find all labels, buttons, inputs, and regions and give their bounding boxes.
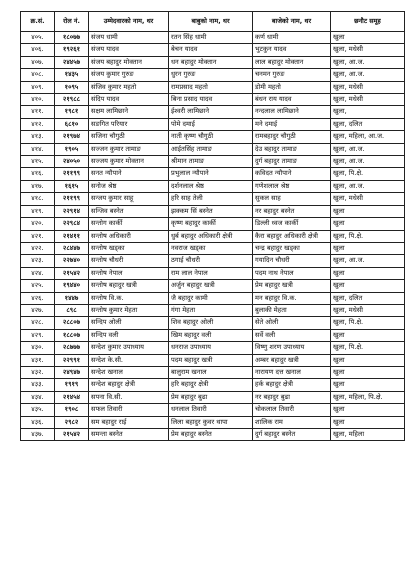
father-name-cell: हरि साह तेली — [169, 193, 253, 205]
table-row — [21, 255, 405, 267]
selection-group-cell: खुला — [331, 280, 405, 292]
roll-no-cell: २१९७४ — [55, 131, 89, 143]
father-name-cell: पोमे दमाई — [169, 118, 253, 130]
table-row — [21, 429, 405, 441]
candidate-table — [20, 11, 405, 441]
table-row — [21, 94, 405, 106]
grandfather-name-cell: भुटकुन यादव — [253, 44, 331, 56]
grandfather-name-cell: रामबहादुर चौगुठी — [253, 131, 331, 143]
serial-no-cell: ४२५. — [21, 280, 55, 292]
father-name-cell: अर्जुन बहादुर खत्री — [169, 280, 253, 292]
father-name-cell: खिम बहादुर वली — [169, 329, 253, 341]
roll-no-cell: २८७७७ — [55, 342, 89, 354]
selection-group-cell: खुला, महिला, पि.क्षे. — [331, 391, 405, 403]
selection-group-cell: खुला, आ.ज. — [331, 143, 405, 155]
candidate-name-cell: सक्षम लामिछाने — [89, 106, 169, 118]
table-row — [21, 292, 405, 304]
roll-no-cell: २२९१४ — [55, 205, 89, 217]
father-name-cell: जै बहादुर कामी — [169, 292, 253, 304]
grandfather-name-cell: अम्बर बहादुर खत्री — [253, 354, 331, 366]
table-row — [21, 317, 405, 329]
selection-group-cell: खुला, आ.ज. — [331, 69, 405, 81]
table-row — [21, 391, 405, 403]
candidate-name-cell: सन्तोष नेपाल — [89, 267, 169, 279]
table-row — [21, 218, 405, 230]
selection-group-cell: खुला, मधेसी — [331, 44, 405, 56]
grandfather-name-cell: सुकल साह — [253, 193, 331, 205]
table-row — [21, 366, 405, 378]
roll-no-cell: २२९९१ — [55, 354, 89, 366]
father-name-cell: हरि बहादुर क्षेत्री — [169, 379, 253, 391]
father-name-cell: प्रेम बहादुर बुढा — [169, 391, 253, 403]
serial-no-cell: ४०६. — [21, 44, 55, 56]
grandfather-name-cell: प्रेम बहादुर खत्री — [253, 280, 331, 292]
selection-group-cell: खुला, महिला — [331, 429, 405, 441]
grandfather-name-cell: दुर्ग बहादुर बस्नेत — [253, 429, 331, 441]
grandfather-name-cell: कविदत न्यौपाने — [253, 168, 331, 180]
roll-no-cell: २१५४२ — [55, 429, 89, 441]
header-grandfather-name: बाजेको नाम, थर — [253, 12, 331, 32]
table-row — [21, 416, 405, 428]
roll-no-cell: २२९८४ — [55, 218, 89, 230]
roll-no-cell: १८८०७ — [55, 329, 89, 341]
father-name-cell: झक्कम सिं बस्नेत — [169, 205, 253, 217]
candidate-name-cell: सन्दिप ओली — [89, 317, 169, 329]
father-name-cell: धन बहादुर मोक्तान — [169, 56, 253, 68]
candidate-name-cell: संजय धामी — [89, 32, 169, 44]
table-row — [21, 81, 405, 93]
serial-no-cell: ४०८. — [21, 69, 55, 81]
selection-group-cell: खुला — [331, 379, 405, 391]
table-row — [21, 168, 405, 180]
candidate-name-cell: संजय कुमार गुरुङ — [89, 69, 169, 81]
candidate-name-cell: सन्तोग कार्की — [89, 218, 169, 230]
serial-no-cell: ४३६. — [21, 416, 55, 428]
table-row — [21, 242, 405, 254]
table-row — [21, 205, 405, 217]
table-row — [21, 404, 405, 416]
grandfather-name-cell: चन्द्र बहादुर खड्का — [253, 242, 331, 254]
table-row — [21, 180, 405, 192]
table-row — [21, 156, 405, 168]
selection-group-cell: खुला — [331, 205, 405, 217]
father-name-cell: श्रीमान तामाङ — [169, 156, 253, 168]
serial-no-cell: ४३७. — [21, 429, 55, 441]
grandfather-name-cell: गयादिन चौधरी — [253, 255, 331, 267]
roll-no-cell: १०९५ — [55, 81, 89, 93]
selection-group-cell: खुला, मधेसी — [331, 81, 405, 93]
candidate-name-cell: सन्देश बहादुर क्षेत्री — [89, 379, 169, 391]
serial-no-cell: ४०९. — [21, 81, 55, 93]
grandfather-name-cell: कर्ण धामी — [253, 32, 331, 44]
header-selection-group: छनौट समूह — [331, 12, 405, 32]
candidate-name-cell: सन्तोष कुमार मेहता — [89, 304, 169, 316]
serial-no-cell: ४३०. — [21, 342, 55, 354]
father-name-cell: धुर्ब बहादुर अधिकारी क्षेत्री — [169, 230, 253, 242]
grandfather-name-cell: सेते ओली — [253, 317, 331, 329]
serial-no-cell: ४१९. — [21, 205, 55, 217]
selection-group-cell: खुला — [331, 416, 405, 428]
table-row — [21, 118, 405, 130]
grandfather-name-cell: नर बहादुर बुढा — [253, 391, 331, 403]
candidate-name-cell: सन्तोष बहादुर खत्री — [89, 280, 169, 292]
selection-group-cell: खुला, — [331, 106, 405, 118]
selection-group-cell: खुला, आ.ज. — [331, 255, 405, 267]
header-roll-no: रोल नं. — [55, 12, 89, 32]
serial-no-cell: ४१३. — [21, 131, 55, 143]
serial-no-cell: ४२१. — [21, 230, 55, 242]
serial-no-cell: ४१०. — [21, 94, 55, 106]
roll-no-cell: २१४११ — [55, 230, 89, 242]
candidate-name-cell: सन्तोष अधिकारी — [89, 230, 169, 242]
grandfather-name-cell: चोकलाल तिवारी — [253, 404, 331, 416]
candidate-name-cell: सफल तिवारी — [89, 404, 169, 416]
grandfather-name-cell: लाल बहादुर मोक्तान — [253, 56, 331, 68]
header-father-name: बाबुको नाम, थर — [169, 12, 253, 32]
father-name-cell: दर्शनलाल श्रेष्ठ — [169, 180, 253, 192]
grandfather-name-cell: सर्वे वली — [253, 329, 331, 341]
candidate-name-cell: संजिव कुमार महतो — [89, 81, 169, 93]
selection-group-cell: खुला, आ.ज. — [331, 56, 405, 68]
serial-no-cell: ४३३. — [21, 379, 55, 391]
candidate-name-cell: सज्जन कुमार तामाङ — [89, 143, 169, 155]
table-row — [21, 379, 405, 391]
candidate-name-cell: संदिप यादव — [89, 94, 169, 106]
selection-group-cell: खुला — [331, 32, 405, 44]
selection-group-cell: खुला, पि.क्षे. — [331, 317, 405, 329]
grandfather-name-cell: नर बहादुर बस्नेत — [253, 205, 331, 217]
selection-group-cell: खुला, दलित — [331, 292, 405, 304]
roll-no-cell: १४४७ — [55, 292, 89, 304]
grandfather-name-cell: चनमन गुरुङ — [253, 69, 331, 81]
father-name-cell: बिना प्रसाद यादव — [169, 94, 253, 106]
selection-group-cell: खुला, मधेसी — [331, 304, 405, 316]
candidate-name-cell: संजय बहादुर मोक्तान — [89, 56, 169, 68]
father-name-cell: कृष्ण बहादुर कार्की — [169, 218, 253, 230]
table-row — [21, 342, 405, 354]
roll-no-cell: २४९४७ — [55, 366, 89, 378]
serial-no-cell: ४२२. — [21, 242, 55, 254]
table-row — [21, 230, 405, 242]
serial-no-cell: ४२०. — [21, 218, 55, 230]
candidate-name-cell: सन्देश खनाल — [89, 366, 169, 378]
roll-no-cell: १४३५ — [55, 69, 89, 81]
father-name-cell: धनराज उपाध्याय — [169, 342, 253, 354]
candidate-name-cell: सनोज श्रेष्ठ — [89, 180, 169, 192]
roll-no-cell: २८४४७ — [55, 242, 89, 254]
candidate-name-cell: सन्देश के.सी. — [89, 354, 169, 366]
roll-no-cell: २९८२ — [55, 416, 89, 428]
candidate-name-cell: सन्दिप वली — [89, 329, 169, 341]
grandfather-name-cell: गणेशलाल श्रेष्ठ — [253, 180, 331, 192]
roll-no-cell: ६८१० — [55, 118, 89, 130]
candidate-name-cell: सन्तोष चौधरी — [89, 255, 169, 267]
serial-no-cell: ४३१. — [21, 354, 55, 366]
serial-no-cell: ४११. — [21, 106, 55, 118]
grandfather-name-cell: बुलाकी मेहता — [253, 304, 331, 316]
grandfather-name-cell: पदम नाथ नेपाल — [253, 267, 331, 279]
selection-group-cell: खुला, आ.ज. — [331, 156, 405, 168]
serial-no-cell: ४२६. — [21, 292, 55, 304]
serial-no-cell: ४३५. — [21, 404, 55, 416]
table-body — [21, 32, 405, 441]
candidate-name-cell: संजय यादव — [89, 44, 169, 56]
selection-group-cell: खुला, पि.क्षे. — [331, 342, 405, 354]
candidate-name-cell: सन्तोष वि.क. — [89, 292, 169, 304]
table-row — [21, 193, 405, 205]
candidate-name-cell: सन्देश कुमार उपाध्याय — [89, 342, 169, 354]
roll-no-cell: २४०५० — [55, 156, 89, 168]
table-row — [21, 44, 405, 56]
table-row — [21, 69, 405, 81]
grandfather-name-cell: हर्क बहादुर क्षेत्री — [253, 379, 331, 391]
father-name-cell: नवराज खड्का — [169, 242, 253, 254]
roll-no-cell: १९१९ — [55, 379, 89, 391]
candidate-name-cell: सम बहादुर राई — [89, 416, 169, 428]
roll-no-cell: १९०५ — [55, 143, 89, 155]
serial-no-cell: ४१५. — [21, 156, 55, 168]
grandfather-name-cell: मने दमाई — [253, 118, 331, 130]
grandfather-name-cell: शालिक राम — [253, 416, 331, 428]
roll-no-cell: २११९९ — [55, 168, 89, 180]
selection-group-cell: खुला — [331, 267, 405, 279]
roll-no-cell: १९२६१ — [55, 44, 89, 56]
father-name-cell: ठगाई चौधरी — [169, 255, 253, 267]
roll-no-cell: २१५४२ — [55, 267, 89, 279]
candidate-name-cell: सन्जय कुमार साहू — [89, 193, 169, 205]
roll-no-cell: १९४४० — [55, 280, 89, 292]
father-name-cell: गंगा मेहता — [169, 304, 253, 316]
roll-no-cell: ८९८ — [55, 304, 89, 316]
roll-no-cell: १८०७७ — [55, 32, 89, 44]
grandfather-name-cell: कैरा बहादुर अधिकारी क्षेत्री — [253, 230, 331, 242]
serial-no-cell: ४१२. — [21, 118, 55, 130]
father-name-cell: प्रेम बहादुर बस्नेत — [169, 429, 253, 441]
candidate-name-cell: सन्तोष खड्का — [89, 242, 169, 254]
selection-group-cell: खुला, दलित — [331, 118, 405, 130]
selection-group-cell: खुला — [331, 366, 405, 378]
roll-no-cell: १९८१ — [55, 106, 89, 118]
father-name-cell: शिव बहादुर ओली — [169, 317, 253, 329]
selection-group-cell: खुला — [331, 218, 405, 230]
table-row — [21, 304, 405, 316]
serial-no-cell: ४१७. — [21, 180, 55, 192]
serial-no-cell: ४२७. — [21, 304, 55, 316]
father-name-cell: धनलाल तिवारी — [169, 404, 253, 416]
grandfather-name-cell: डोमी महतो — [253, 81, 331, 93]
table-row — [21, 32, 405, 44]
grandfather-name-cell: नन्दलाल लामिछाने — [253, 106, 331, 118]
serial-no-cell: ४०७. — [21, 56, 55, 68]
header-candidate-name: उम्मेदवारको नाम, थर — [89, 12, 169, 32]
serial-no-cell: ४२३. — [21, 255, 55, 267]
roll-no-cell: २११९९ — [55, 193, 89, 205]
table-row — [21, 267, 405, 279]
candidate-name-cell: सङगित परियार — [89, 118, 169, 130]
roll-no-cell: १९०८ — [55, 404, 89, 416]
father-name-cell: रतन सिंह धामी — [169, 32, 253, 44]
candidate-list-page — [20, 11, 404, 441]
grandfather-name-cell: नारायण दत्त खनाल — [253, 366, 331, 378]
selection-group-cell: खुला, आ.ज. — [331, 180, 405, 192]
father-name-cell: आईतसिंह तामाङ — [169, 143, 253, 155]
candidate-name-cell: सन्जिव बस्नेत — [89, 205, 169, 217]
serial-no-cell: ४३४. — [21, 391, 55, 403]
table-row — [21, 106, 405, 118]
selection-group-cell: खुला — [331, 329, 405, 341]
table-row — [21, 143, 405, 155]
selection-group-cell: खुला, पि.क्षे. — [331, 168, 405, 180]
father-name-cell: पदम बहादुर खत्री — [169, 354, 253, 366]
serial-no-cell: ४०५. — [21, 32, 55, 44]
grandfather-name-cell: विष्णु शरण उपाध्याय — [253, 342, 331, 354]
candidate-name-cell: सनत न्यौपाने — [89, 168, 169, 180]
father-name-cell: बालुराम खनाल — [169, 366, 253, 378]
grandfather-name-cell: दुर्ग बहादुर तामाङ — [253, 156, 331, 168]
roll-no-cell: २४४५७ — [55, 56, 89, 68]
roll-no-cell: १६१५ — [55, 180, 89, 192]
candidate-name-cell: सज्जय कुमार मोक्तान — [89, 156, 169, 168]
grandfather-name-cell: मन बहादुर वि.क. — [253, 292, 331, 304]
selection-group-cell: खुला — [331, 242, 405, 254]
roll-no-cell: २८८०७ — [55, 317, 89, 329]
roll-no-cell: २१४५४ — [55, 391, 89, 403]
roll-no-cell: २१९८८ — [55, 94, 89, 106]
serial-no-cell: ४२८. — [21, 317, 55, 329]
serial-no-cell: ४२४. — [21, 267, 55, 279]
table-row — [21, 131, 405, 143]
candidate-name-cell: सजिना चौगुठी — [89, 131, 169, 143]
grandfather-name-cell: देउ बहादुर तामाङ — [253, 143, 331, 155]
serial-no-cell: ४२९. — [21, 329, 55, 341]
selection-group-cell: खुला, महिला, आ.ज. — [331, 131, 405, 143]
father-name-cell: राम लाल नेपाल — [169, 267, 253, 279]
table-row — [21, 354, 405, 366]
father-name-cell: रामप्रसाद महतो — [169, 81, 253, 93]
father-name-cell: लिला बहादुर कुवर थापा — [169, 416, 253, 428]
father-name-cell: नाती कृष्ण चौगुठी — [169, 131, 253, 143]
father-name-cell: ईश्वरी लामिछाने — [169, 106, 253, 118]
grandfather-name-cell: डिल्ली ध्वज कार्की — [253, 218, 331, 230]
serial-no-cell: ४१८. — [21, 193, 55, 205]
selection-group-cell: खुला — [331, 354, 405, 366]
candidate-name-cell: समन्ता बस्नेत — [89, 429, 169, 441]
table-header-row — [21, 12, 405, 32]
table-row — [21, 329, 405, 341]
header-serial-no: क्र.सं. — [21, 12, 55, 32]
roll-no-cell: २२७४० — [55, 255, 89, 267]
serial-no-cell: ४३२. — [21, 366, 55, 378]
table-row — [21, 280, 405, 292]
selection-group-cell: खुला — [331, 404, 405, 416]
selection-group-cell: खुला, मधेसी — [331, 193, 405, 205]
candidate-name-cell: सपना वि.सी. — [89, 391, 169, 403]
father-name-cell: धुरन गुरुङ — [169, 69, 253, 81]
table-row — [21, 56, 405, 68]
grandfather-name-cell: बंधन राय यादव — [253, 94, 331, 106]
father-name-cell: प्रभुलाल न्यौपाने — [169, 168, 253, 180]
serial-no-cell: ४१६. — [21, 168, 55, 180]
father-name-cell: बेचन यादव — [169, 44, 253, 56]
selection-group-cell: खुला, पि.क्षे. — [331, 230, 405, 242]
selection-group-cell: खुला, मधेसी — [331, 94, 405, 106]
serial-no-cell: ४१४. — [21, 143, 55, 155]
